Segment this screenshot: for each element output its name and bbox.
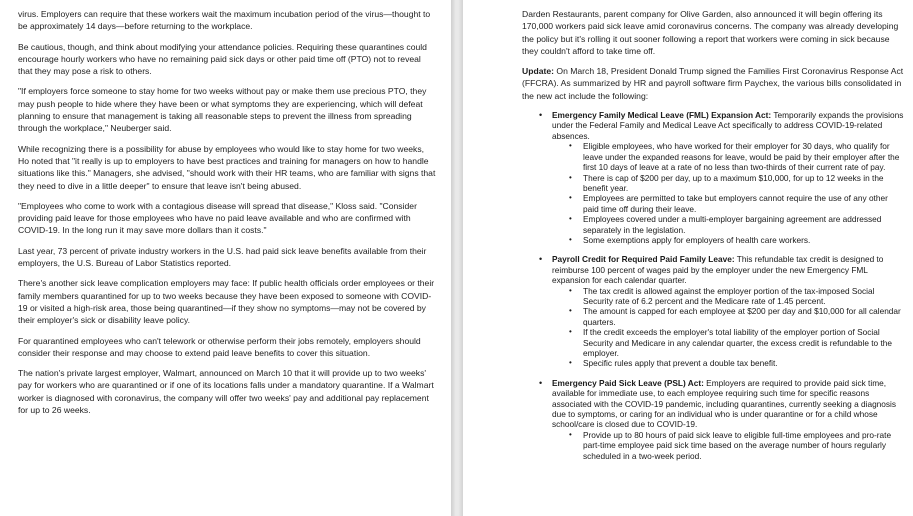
bullet-icon: • xyxy=(569,285,572,295)
list-item-text: There is cap of $200 per day, up to a maximum $10,000, for up to 12 weeks in the benefit year. xyxy=(583,172,884,193)
list-item-text: Employees are permitted to take but employers cannot require the use of any other paid time off during their leave. xyxy=(583,193,888,214)
bullet-icon: • xyxy=(569,358,572,368)
bullet-icon: • xyxy=(539,110,543,121)
list-item xyxy=(569,285,905,307)
acts-list xyxy=(522,110,905,461)
act-item xyxy=(522,254,905,368)
bullet-icon: • xyxy=(569,234,572,244)
list-item-text: Specific rules apply that prevent a double tax benefit. xyxy=(583,358,778,369)
list-item-text: The amount is capped for each employee at $200 per day and $10,000 for all calendar quarters. xyxy=(583,306,901,327)
paragraph: While recognizing there is a possibility for abuse by employees who would like to stay home for two weeks, Ho noted that "it really is up to employers to have best practices and training for managers on how to handle situations like this." Managers, she advised, "should work with their HR teams, who are familiar with signs that they need to dive in a little deeper" to ensure that leave isn't being abused. xyxy=(18,143,436,191)
update-label: Update: xyxy=(522,66,554,77)
bullet-icon: • xyxy=(569,429,572,439)
act-item xyxy=(522,378,905,461)
paragraph: virus. Employers can require that these workers wait the maximum incubation period of the virus—thought to be approximately 14 days—before returning to the workplace. xyxy=(18,9,431,32)
document-page-right xyxy=(463,0,913,516)
bullet-icon: • xyxy=(569,172,572,182)
paragraph: "Employees who come to work with a contagious disease will spread that disease," Kloss said. "Consider providing paid leave for those employees who have no paid leave available and who are confirmed with COVID-19. In the long run it may save more dollars than it costs." xyxy=(18,200,417,236)
act-text: Employers are required to provide paid sick time, available for immediate use, to each employee requiring such time for specific reasons associated with the COVID-19 pandemic, including quarantines, currently seeking a diagnosis due to symptoms, or caring for an individual who is under quarantine or for a child whose school/care is closed due to COVID-19. xyxy=(552,377,897,430)
bullet-icon: • xyxy=(569,306,572,316)
bullet-icon: • xyxy=(569,141,572,151)
paragraph: Last year, 73 percent of private industry workers in the U.S. had paid sick leave benefits available from their employers, the U.S. Bureau of Labor Statistics reported. xyxy=(18,245,427,269)
page-gutter xyxy=(451,0,463,516)
list-item xyxy=(569,429,905,461)
list-item xyxy=(569,193,905,214)
list-item-text: Eligible employees, who have worked for their employer for 30 days, who qualify for leave under the expanded reasons for leave, would be paid by their employer after the first 10 days of leave at a rate of no less than two-thirds of their current rate of pay. xyxy=(583,141,900,173)
list-item xyxy=(569,214,905,235)
list-item-text: Employees covered under a multi-employer bargaining agreement are addressed separately in the legislation. xyxy=(583,214,882,235)
list-item xyxy=(569,172,905,194)
paragraph: Be cautious, though, and think about modifying your attendance policies. Requiring these quarantines could encourage hourly workers who have no remaining paid sick days or other paid time off (PTO) not to reveal that they may pose a risk to others. xyxy=(18,41,427,77)
bullet-icon: • xyxy=(569,327,572,337)
list-item-text: Provide up to 80 hours of paid sick leave to eligible full-time employees and pro-rate part-time employee paid sick time based on the average number of hours regularly scheduled in a two-week period. xyxy=(583,429,892,461)
list-item-text: The tax credit is allowed against the employer portion of the tax-imposed Social Security rate of 6.2 percent and the Medicare rate of 1.45 percent. xyxy=(583,285,875,306)
act-item xyxy=(522,110,905,245)
list-item-text: Some exemptions apply for employers of health care workers. xyxy=(583,234,811,245)
act-text: This refundable tax credit is designed to reimburse 100 percent of wages paid by the employer under the new Emergency FML expansion for each calendar quarter. xyxy=(552,254,884,286)
paragraph: "If employers force someone to stay home for two weeks without pay or make them use precious PTO, they may push people to hide where they have been or what symptoms they are experiencing, which will defeat planning to ensure that management is taking all reasonable steps to prevent the illness from spreading through the workplace," Neuberger said. xyxy=(18,86,427,134)
paragraph: The nation's private largest employer, Walmart, announced on March 10 that it will provide up to two weeks' pay for workers who are quarantined or if one of its locations falls under a mandatory quarantine. If a Walmart worker is diagnosed with coronavirus, the company will offer two weeks' pay and additional pay replacement for up to 26 weeks. xyxy=(18,368,434,416)
update-paragraph xyxy=(522,65,905,102)
act-title: Emergency Paid Sick Leave (PSL) Act: xyxy=(552,377,704,388)
act-title: Emergency Family Medical Leave (FML) Expansion Act: xyxy=(552,110,772,121)
bullet-icon: • xyxy=(539,377,543,388)
act-sublist xyxy=(552,286,905,369)
intro-paragraph: Darden Restaurants, parent company for Olive Garden, also announced it will begin offering its 170,000 workers paid sick leave amid coronavirus concerns. The company was already developing the policy but it's rolling it out sooner following a report that workers were coming in sick because they couldn't afford to take time off. xyxy=(522,9,899,56)
update-text: On March 18, President Donald Trump signed the Families First Coronavirus Response Act (FFCRA). As summarized by HR and payroll software firm Paychex, the various bills consolidated in the new act include the following: xyxy=(522,66,904,101)
list-item xyxy=(569,306,905,327)
act-title: Payroll Credit for Required Paid Family Leave: xyxy=(552,254,735,265)
act-sublist xyxy=(552,141,905,245)
list-item xyxy=(569,358,905,369)
list-item xyxy=(569,141,905,173)
paragraph: There's another sick leave complication employers may face: If public health officials order employees or their family members quarantined for up to two weeks because they have been exposed to someone with COVID-19 or visited a high-risk area, those being quarantined—if they show no symptoms—may not be covered by their employer's sick or disability leave policy. xyxy=(18,278,435,326)
bullet-icon: • xyxy=(569,214,572,224)
list-item xyxy=(569,234,905,245)
document-page-left xyxy=(0,0,451,516)
bullet-icon: • xyxy=(569,193,572,203)
act-sublist xyxy=(552,430,905,461)
list-item-text: If the credit exceeds the employer's total liability of the employer portion of Social Security and Medicare in any calendar quarter, the excess credit is refundable to the employer. xyxy=(583,327,893,359)
act-text: Temporarily expands the provisions under the Federal Family and Medical Leave Act specifically to address COVID-19-related absences. xyxy=(552,110,904,141)
list-item xyxy=(569,327,905,359)
paragraph: For quarantined employees who can't telework or otherwise perform their jobs remotely, employers should consider their response and may choose to extend paid leave benefits to cover this situation. xyxy=(18,335,421,358)
bullet-icon: • xyxy=(539,254,543,265)
